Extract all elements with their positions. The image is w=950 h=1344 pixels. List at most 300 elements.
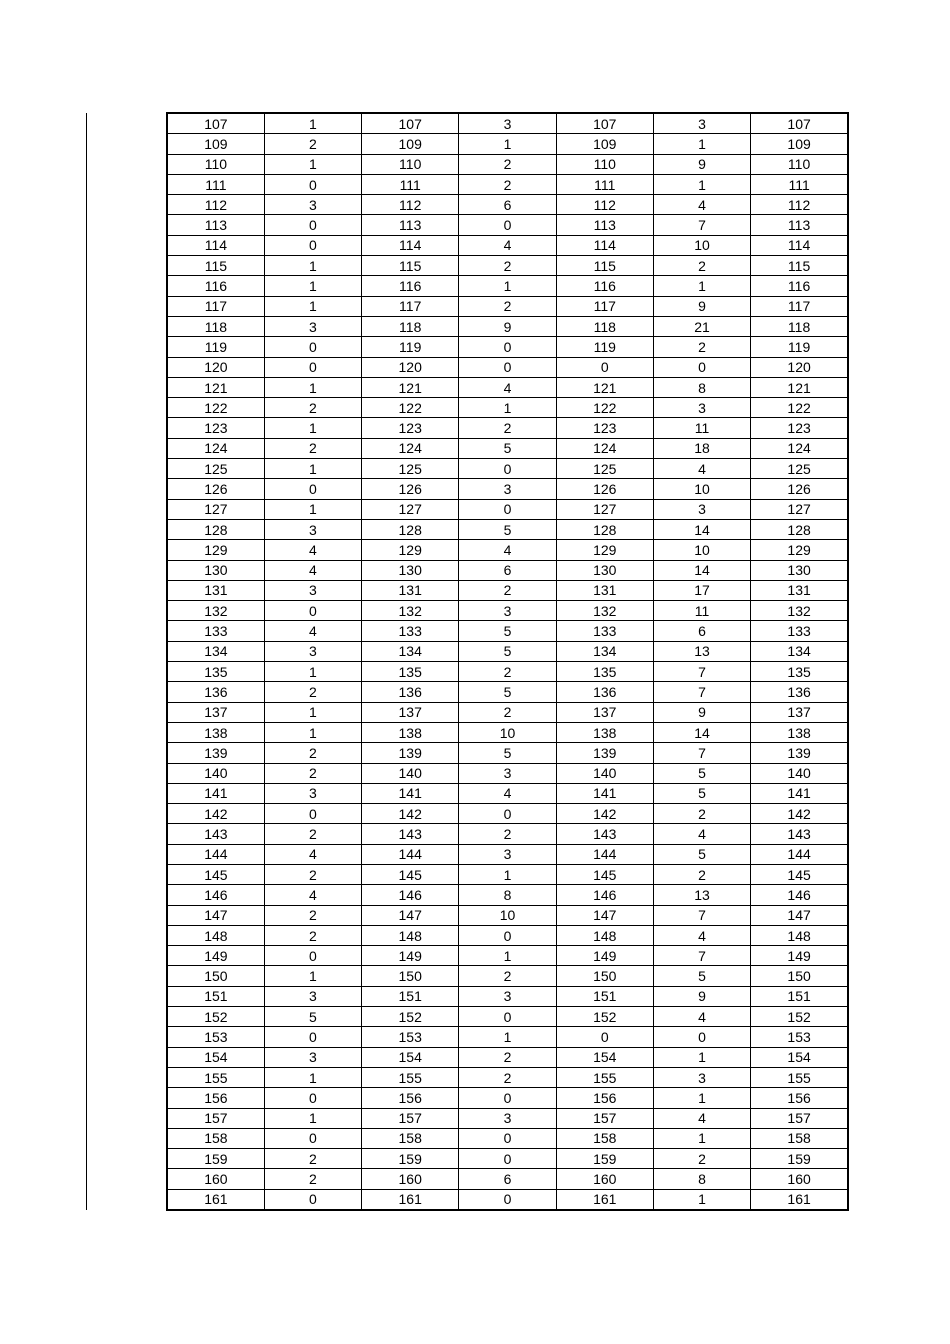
data-table (166, 112, 849, 1211)
table-cell: 17 (653, 580, 750, 600)
table-row (167, 519, 848, 539)
table-cell: 128 (751, 519, 848, 539)
table-cell: 2 (264, 1169, 361, 1189)
table-cell: 142 (556, 804, 653, 824)
table-cell: 149 (751, 946, 848, 966)
table-cell: 4 (264, 560, 361, 580)
table-cell: 125 (556, 459, 653, 479)
table-cell: 144 (556, 844, 653, 864)
table-cell: 5 (459, 519, 556, 539)
table-cell: 136 (167, 682, 264, 702)
table-cell: 1 (653, 1047, 750, 1067)
table-row (167, 1108, 848, 1128)
table-cell: 7 (653, 682, 750, 702)
table-cell: 1 (264, 1108, 361, 1128)
table-row (167, 763, 848, 783)
table-cell: 2 (264, 925, 361, 945)
table-cell: 11 (653, 601, 750, 621)
table-cell: 3 (264, 783, 361, 803)
table-cell: 133 (751, 621, 848, 641)
table-cell: 4 (653, 459, 750, 479)
table-cell: 1 (459, 276, 556, 296)
table-row (167, 256, 848, 276)
table-cell: 123 (751, 418, 848, 438)
table-row (167, 316, 848, 336)
table-row (167, 722, 848, 742)
table-cell: 120 (167, 357, 264, 377)
table-cell: 149 (556, 946, 653, 966)
table-cell: 1 (653, 1128, 750, 1148)
table-row (167, 946, 848, 966)
table-row (167, 540, 848, 560)
table-cell: 0 (264, 804, 361, 824)
table-row (167, 925, 848, 945)
table-row (167, 986, 848, 1006)
table-cell: 116 (167, 276, 264, 296)
table-cell: 0 (459, 459, 556, 479)
table-cell: 144 (362, 844, 459, 864)
table-cell: 159 (362, 1149, 459, 1169)
table-cell: 160 (556, 1169, 653, 1189)
table-cell: 110 (751, 154, 848, 174)
table-cell: 6 (459, 195, 556, 215)
table-cell: 135 (556, 662, 653, 682)
table-cell: 139 (751, 743, 848, 763)
table-cell: 129 (556, 540, 653, 560)
table-cell: 14 (653, 560, 750, 580)
table-cell: 3 (264, 195, 361, 215)
table-row (167, 1128, 848, 1148)
table-cell: 137 (751, 702, 848, 722)
table-cell: 7 (653, 946, 750, 966)
table-cell: 0 (459, 925, 556, 945)
table-cell: 124 (362, 438, 459, 458)
table-cell: 148 (362, 925, 459, 945)
table-cell: 128 (362, 519, 459, 539)
table-cell: 0 (459, 1088, 556, 1108)
table-cell: 9 (653, 702, 750, 722)
table-cell: 7 (653, 905, 750, 925)
table-cell: 0 (459, 499, 556, 519)
table-cell: 148 (556, 925, 653, 945)
table-row (167, 885, 848, 905)
table-cell: 1 (264, 966, 361, 986)
table-row (167, 844, 848, 864)
table-cell: 2 (653, 337, 750, 357)
table-cell: 125 (751, 459, 848, 479)
table-cell: 2 (264, 905, 361, 925)
table-cell: 5 (264, 1007, 361, 1027)
table-row (167, 804, 848, 824)
table-cell: 107 (751, 113, 848, 134)
table-cell: 4 (653, 1108, 750, 1128)
table-row (167, 276, 848, 296)
table-cell: 0 (264, 1128, 361, 1148)
table-cell: 2 (264, 1149, 361, 1169)
table-cell: 141 (556, 783, 653, 803)
table-cell: 137 (556, 702, 653, 722)
table-cell: 127 (556, 499, 653, 519)
table-cell: 116 (556, 276, 653, 296)
table-cell: 0 (556, 357, 653, 377)
table-cell: 13 (653, 885, 750, 905)
table-cell: 149 (362, 946, 459, 966)
table-cell: 111 (167, 174, 264, 194)
table-cell: 109 (362, 134, 459, 154)
table-cell: 0 (459, 804, 556, 824)
table-cell: 3 (653, 113, 750, 134)
table-cell: 156 (751, 1088, 848, 1108)
table-cell: 122 (167, 398, 264, 418)
table-cell: 158 (362, 1128, 459, 1148)
table-cell: 1 (653, 276, 750, 296)
table-cell: 152 (167, 1007, 264, 1027)
table-cell: 2 (264, 682, 361, 702)
table-cell: 142 (362, 804, 459, 824)
table-cell: 138 (167, 722, 264, 742)
table-cell: 112 (556, 195, 653, 215)
table-cell: 3 (264, 316, 361, 336)
table-cell: 144 (751, 844, 848, 864)
table-cell: 113 (751, 215, 848, 235)
table-cell: 140 (167, 763, 264, 783)
table-cell: 10 (653, 479, 750, 499)
table-cell: 155 (362, 1067, 459, 1087)
table-cell: 0 (556, 1027, 653, 1047)
table-cell: 1 (264, 113, 361, 134)
table-cell: 157 (556, 1108, 653, 1128)
table-cell: 112 (362, 195, 459, 215)
table-cell: 132 (362, 601, 459, 621)
table-cell: 4 (264, 885, 361, 905)
table-cell: 116 (751, 276, 848, 296)
table-cell: 107 (167, 113, 264, 134)
table-cell: 133 (362, 621, 459, 641)
table-row (167, 499, 848, 519)
table-row (167, 459, 848, 479)
table-cell: 11 (653, 418, 750, 438)
table-cell: 134 (751, 641, 848, 661)
table-row (167, 377, 848, 397)
table-row (167, 398, 848, 418)
table-cell: 1 (264, 722, 361, 742)
table-row (167, 824, 848, 844)
table-cell: 10 (653, 540, 750, 560)
table-cell: 139 (167, 743, 264, 763)
table-row (167, 154, 848, 174)
table-row (167, 601, 848, 621)
table-row (167, 296, 848, 316)
table-cell: 2 (264, 864, 361, 884)
table-cell: 119 (751, 337, 848, 357)
table-cell: 139 (362, 743, 459, 763)
table-cell: 148 (167, 925, 264, 945)
table-row (167, 337, 848, 357)
table-cell: 119 (556, 337, 653, 357)
table-cell: 111 (362, 174, 459, 194)
table-cell: 1 (264, 256, 361, 276)
table-cell: 149 (167, 946, 264, 966)
table-cell: 2 (459, 662, 556, 682)
table-cell: 119 (362, 337, 459, 357)
table-cell: 2 (459, 1067, 556, 1087)
table-cell: 119 (167, 337, 264, 357)
table-cell: 145 (167, 864, 264, 884)
table-cell: 4 (653, 925, 750, 945)
table-cell: 148 (751, 925, 848, 945)
table-cell: 0 (264, 946, 361, 966)
table-cell: 121 (362, 377, 459, 397)
table-cell: 5 (459, 641, 556, 661)
table-cell: 153 (751, 1027, 848, 1047)
table-cell: 5 (653, 966, 750, 986)
table-cell: 0 (264, 235, 361, 255)
table-cell: 115 (751, 256, 848, 276)
table-cell: 118 (362, 316, 459, 336)
table-cell: 0 (459, 215, 556, 235)
table-cell: 137 (362, 702, 459, 722)
table-cell: 4 (459, 377, 556, 397)
table-cell: 3 (459, 1108, 556, 1128)
table-cell: 144 (167, 844, 264, 864)
table-cell: 3 (264, 986, 361, 1006)
table-cell: 5 (459, 621, 556, 641)
table-cell: 152 (751, 1007, 848, 1027)
table-cell: 150 (556, 966, 653, 986)
table-cell: 110 (167, 154, 264, 174)
table-row (167, 580, 848, 600)
table-cell: 2 (264, 438, 361, 458)
table-cell: 2 (653, 256, 750, 276)
table-cell: 5 (459, 743, 556, 763)
table-cell: 4 (459, 540, 556, 560)
table-cell: 7 (653, 662, 750, 682)
table-cell: 114 (556, 235, 653, 255)
table-cell: 155 (751, 1067, 848, 1087)
table-cell: 2 (459, 296, 556, 316)
table-cell: 2 (459, 256, 556, 276)
table-cell: 1 (459, 864, 556, 884)
table-cell: 141 (167, 783, 264, 803)
table-cell: 150 (362, 966, 459, 986)
table-row (167, 905, 848, 925)
table-cell: 2 (653, 1149, 750, 1169)
table-row (167, 174, 848, 194)
table-cell: 123 (167, 418, 264, 438)
table-row (167, 1067, 848, 1087)
table-cell: 143 (362, 824, 459, 844)
table-cell: 127 (751, 499, 848, 519)
table-cell: 147 (751, 905, 848, 925)
table-cell: 122 (556, 398, 653, 418)
table-cell: 146 (556, 885, 653, 905)
table-cell: 1 (459, 1027, 556, 1047)
table-cell: 110 (556, 154, 653, 174)
table-cell: 131 (751, 580, 848, 600)
table-cell: 152 (556, 1007, 653, 1027)
table-cell: 130 (556, 560, 653, 580)
table-cell: 118 (556, 316, 653, 336)
table-cell: 127 (362, 499, 459, 519)
table-cell: 1 (653, 1189, 750, 1210)
table-cell: 143 (751, 824, 848, 844)
table-cell: 147 (167, 905, 264, 925)
table-cell: 4 (264, 540, 361, 560)
table-cell: 124 (556, 438, 653, 458)
table-cell: 125 (362, 459, 459, 479)
table-cell: 112 (751, 195, 848, 215)
table-cell: 3 (264, 580, 361, 600)
table-cell: 133 (556, 621, 653, 641)
table-cell: 128 (556, 519, 653, 539)
table-cell: 126 (362, 479, 459, 499)
table-cell: 124 (167, 438, 264, 458)
table-cell: 0 (653, 357, 750, 377)
table-cell: 136 (751, 682, 848, 702)
table-cell: 130 (362, 560, 459, 580)
table-cell: 3 (459, 986, 556, 1006)
table-cell: 0 (264, 174, 361, 194)
table-row (167, 357, 848, 377)
table-cell: 145 (751, 864, 848, 884)
table-cell: 0 (459, 1149, 556, 1169)
table-cell: 157 (167, 1108, 264, 1128)
table-cell: 156 (362, 1088, 459, 1108)
table-cell: 117 (167, 296, 264, 316)
table-cell: 113 (167, 215, 264, 235)
table-cell: 1 (264, 418, 361, 438)
table-cell: 145 (556, 864, 653, 884)
table-cell: 141 (362, 783, 459, 803)
table-cell: 126 (167, 479, 264, 499)
table-cell: 0 (264, 1088, 361, 1108)
table-cell: 153 (362, 1027, 459, 1047)
table-row (167, 966, 848, 986)
table-cell: 151 (556, 986, 653, 1006)
table-cell: 2 (459, 702, 556, 722)
table-body (167, 113, 848, 1210)
table-cell: 115 (362, 256, 459, 276)
table-cell: 1 (653, 1088, 750, 1108)
table-row (167, 1189, 848, 1210)
table-cell: 161 (167, 1189, 264, 1210)
table-cell: 1 (653, 174, 750, 194)
table-row (167, 662, 848, 682)
table-cell: 109 (751, 134, 848, 154)
table-cell: 115 (167, 256, 264, 276)
table-row (167, 743, 848, 763)
table-row (167, 1047, 848, 1067)
table-cell: 158 (751, 1128, 848, 1148)
table-cell: 134 (167, 641, 264, 661)
table-cell: 5 (653, 763, 750, 783)
table-cell: 7 (653, 743, 750, 763)
table-cell: 146 (362, 885, 459, 905)
table-cell: 117 (556, 296, 653, 316)
table-cell: 135 (362, 662, 459, 682)
table-cell: 158 (167, 1128, 264, 1148)
table-cell: 0 (264, 601, 361, 621)
table-cell: 140 (556, 763, 653, 783)
table-cell: 122 (751, 398, 848, 418)
table-cell: 154 (751, 1047, 848, 1067)
table-cell: 140 (362, 763, 459, 783)
table-cell: 107 (556, 113, 653, 134)
table-cell: 126 (751, 479, 848, 499)
table-cell: 150 (167, 966, 264, 986)
table-cell: 1 (264, 154, 361, 174)
table-cell: 10 (459, 905, 556, 925)
table-cell: 3 (653, 398, 750, 418)
table-cell: 4 (459, 783, 556, 803)
table-cell: 3 (459, 763, 556, 783)
table-cell: 131 (556, 580, 653, 600)
table-cell: 117 (751, 296, 848, 316)
table-cell: 1 (264, 459, 361, 479)
table-cell: 8 (653, 1169, 750, 1189)
table-cell: 133 (167, 621, 264, 641)
table-cell: 0 (264, 479, 361, 499)
table-row (167, 682, 848, 702)
table-cell: 111 (751, 174, 848, 194)
table-cell: 2 (653, 864, 750, 884)
table-cell: 0 (459, 1128, 556, 1148)
table-cell: 4 (264, 621, 361, 641)
table-cell: 147 (362, 905, 459, 925)
table-cell: 6 (459, 1169, 556, 1189)
table-cell: 135 (167, 662, 264, 682)
table-cell: 2 (459, 154, 556, 174)
table-cell: 156 (167, 1088, 264, 1108)
table-cell: 131 (167, 580, 264, 600)
table-cell: 159 (751, 1149, 848, 1169)
table-cell: 129 (167, 540, 264, 560)
table-cell: 9 (459, 316, 556, 336)
table-cell: 160 (751, 1169, 848, 1189)
table-cell: 2 (459, 580, 556, 600)
table-cell: 151 (362, 986, 459, 1006)
table-cell: 5 (653, 844, 750, 864)
table-cell: 118 (751, 316, 848, 336)
table-cell: 2 (459, 418, 556, 438)
table-cell: 132 (167, 601, 264, 621)
table-cell: 1 (459, 134, 556, 154)
table-cell: 161 (362, 1189, 459, 1210)
table-cell: 115 (556, 256, 653, 276)
table-cell: 137 (167, 702, 264, 722)
table-cell: 111 (556, 174, 653, 194)
table-cell: 130 (751, 560, 848, 580)
table-row (167, 1007, 848, 1027)
table-cell: 18 (653, 438, 750, 458)
table-cell: 0 (264, 1027, 361, 1047)
table-cell: 141 (751, 783, 848, 803)
table-cell: 9 (653, 986, 750, 1006)
table-cell: 117 (362, 296, 459, 316)
table-cell: 3 (264, 641, 361, 661)
table-cell: 151 (167, 986, 264, 1006)
table-row (167, 702, 848, 722)
table-cell: 114 (751, 235, 848, 255)
table-cell: 1 (264, 296, 361, 316)
table-row (167, 438, 848, 458)
table-cell: 155 (167, 1067, 264, 1087)
table-cell: 154 (362, 1047, 459, 1067)
table-cell: 158 (556, 1128, 653, 1148)
table-cell: 3 (653, 1067, 750, 1087)
table-cell: 130 (167, 560, 264, 580)
table-cell: 0 (459, 1189, 556, 1210)
